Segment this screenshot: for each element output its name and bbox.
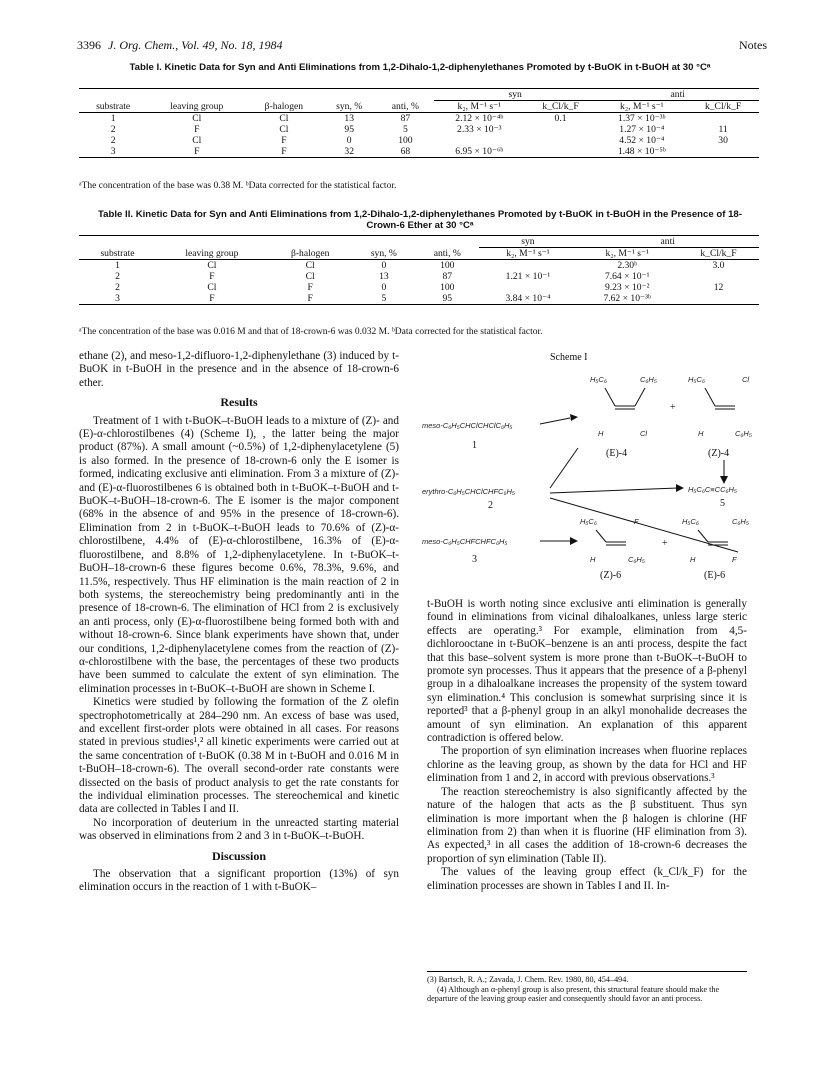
table2-row bbox=[79, 260, 759, 272]
table1-cell: 3 bbox=[110, 146, 116, 157]
table2-cell: Cl bbox=[305, 271, 315, 282]
table1-cell: Cl bbox=[192, 135, 202, 146]
table1-cell: F bbox=[281, 146, 287, 157]
table2-header-cell: k₂, M⁻¹ s⁻¹ bbox=[605, 248, 649, 259]
plus-1: + bbox=[670, 402, 676, 413]
table1-header-cell: k_Cl/k_F bbox=[704, 101, 742, 112]
section-name: Notes bbox=[739, 38, 767, 52]
table2-cell bbox=[678, 293, 759, 305]
substrate-1-formula: meso-C₆H₅CHClCHClC₆H₅ bbox=[422, 421, 513, 430]
table1-header-cell: k_Cl/k_F bbox=[542, 101, 579, 112]
table2-cell: 3.0 bbox=[712, 260, 725, 271]
table1-cell: Cl bbox=[279, 113, 289, 124]
z6-f: F bbox=[634, 517, 639, 526]
z6-label: (Z)-6 bbox=[600, 570, 622, 580]
e4-bond bbox=[605, 388, 615, 406]
scheme-title: Scheme I bbox=[550, 352, 588, 363]
e6-ph-left: H₅C₆ bbox=[682, 517, 699, 526]
table2-header-cell: syn, % bbox=[370, 247, 397, 259]
table2-header-cell: k_Cl/k_F bbox=[700, 248, 737, 259]
table1-cell: F bbox=[194, 146, 200, 157]
table2-group-anti: anti bbox=[576, 236, 759, 248]
table1 bbox=[79, 88, 759, 158]
arrow-z4-5-head bbox=[720, 476, 728, 484]
table2-caption: Table II. Kinetic Data for Syn and Anti Eliminations from 1,2-Dihalo-1,2-diphenylethanes Promoted by t-BuOK in t-BuOH in the Presence of 18-Crown-6 Ether at 30 °Cᵃ bbox=[98, 209, 742, 231]
table2 bbox=[79, 235, 759, 305]
table2-cell: 1 bbox=[115, 260, 120, 271]
results-paragraph-1: Treatment of 1 with t-BuOK–t-BuOH leads to a mixture of (Z)- and (E)-α-chlorostilbenes (4) (Scheme I), , the latter being the major product (87%). A small amount (~0.5%) of 1,2-diphenylacetylene (5) is also formed. In the presence of 18-crown-6 only the E isomer is formed, indicating exclusive anti elimination. From 3 a mixture of (Z)- and (E)-α-fluorostilbenes 6 is obtained both in t-BuOK–t-BuOH and t-BuOK–t-BuOH–18-crown-6. The E isomer is the major component (68% in the absence of and 95% in the presence of 18-crown-6). Elimination from 2 in t-BuOK–t-BuOH leads to 70.6% of (Z)-α-chlorostilbene, 4.4% of (E)-α-chlorostilbene, 16.3% of (E)-α-fluorostilbene, and 8.8% of 1,2-diphenylacetylene. In t-BuOK–t-BuOH–18-crown-6 these figures become 0.6%, 78.3%, 9.6%, and 11.5%, respectively. Thus HF elimination is the main reaction of 2 in both systems, the stereochemistry being predominantly anti in the presence of 18-crown-6. The elimination of HCl from 2 is exclusively an anti process, only (E)-α-fluorostilbene being formed both with and without 18-crown-6. Since blank experiments have shown that, under our conditions, 1,2-diphenylacetylene comes from the reaction of (Z)-α-chlorostilbene with the base, the percentages of these two products have been summed to calculate the extent of syn elimination. The elimination processes in t-BuOK–t-BuOH are shown in Scheme I. bbox=[79, 414, 399, 695]
table2-cell: Cl bbox=[305, 260, 315, 271]
intro-paragraph: ethane (2), and meso-1,2-difluoro-1,2-diphenylethane (3) induced by t-BuOK in t-BuOH in the presence and in the absence of 18-crown-6 ether. bbox=[79, 350, 399, 389]
table2-header-cell: β-halogen bbox=[290, 247, 330, 259]
table1-cell: 0 bbox=[346, 135, 352, 146]
table2-cell bbox=[678, 271, 759, 282]
z4-label: (Z)-4 bbox=[708, 448, 730, 459]
table2-cell: 100 bbox=[440, 282, 455, 293]
right-paragraph-2: The proportion of syn elimination increases when fluorine replaces chlorine as the leaving group, as shown by the data for HCl and HF elimination from 1 and 2, in accord with previous observations.³ bbox=[427, 745, 747, 785]
table1-cell: 100 bbox=[398, 135, 413, 146]
table1-header-cell: β-halogen bbox=[264, 100, 304, 112]
discussion-paragraph-1: The observation that a significant proportion (13%) of syn elimination occurs in the reaction of 1 with t-BuOK– bbox=[79, 868, 399, 894]
e6-h: H bbox=[690, 555, 696, 564]
arrow-2b-head bbox=[676, 484, 684, 492]
table2-cell: F bbox=[209, 271, 215, 282]
z4-cl: Cl bbox=[742, 375, 750, 384]
table1-cell: 0.1 bbox=[554, 113, 567, 124]
table2-header-cell: k₂, M⁻¹ s⁻¹ bbox=[506, 248, 550, 259]
table1-cell: 5 bbox=[402, 124, 408, 135]
z6-ph-left: H₅C₆ bbox=[580, 517, 597, 526]
table2-header-cell: substrate bbox=[100, 247, 135, 259]
table1-header-cell: leaving group bbox=[170, 100, 224, 112]
table1-cell: 1.48 × 10⁻⁵ᵇ bbox=[617, 146, 666, 157]
table2-cell: 0 bbox=[381, 282, 387, 293]
table1-cell: 1.37 × 10⁻³ᵇ bbox=[618, 113, 666, 124]
z4-bond bbox=[705, 388, 715, 406]
results-heading: Results bbox=[220, 395, 258, 410]
table1-header-cell: anti, % bbox=[391, 100, 419, 112]
journal-citation: J. Org. Chem., Vol. 49, No. 18, 1984 bbox=[108, 38, 283, 52]
arrow-3-head bbox=[570, 537, 578, 545]
right-paragraph-1: t-BuOH is worth noting since exclusive anti elimination is generally found in eliminations from vicinal dihaloalkanes, unless large steric effects are operating.³ For example, elimination from 4,5-dichlorooctane in t-BuOK–benzene is an anti process, despite the fact that this base–solvent system is more prone than t-BuOK–t-BuOH to promote syn processes. Thus it appears that the presence of a β-phenyl group in a dihaloalkane increases the propensity of the system toward syn elimination.⁴ This conclusion is somewhat surprising since it is reported³ that a β-phenyl group in an alkyl monohalide decreases the amount of syn elimination. An explanation of this apparent contradiction is offered below. bbox=[427, 598, 747, 745]
results-paragraph-3: No incorporation of deuterium in the unreacted starting material was observed in eliminations from 2 and 3 in t-BuOK–t-BuOH. bbox=[79, 816, 399, 843]
e6-bond bbox=[698, 530, 708, 542]
e6-ph-right: C₆H₅ bbox=[732, 517, 749, 526]
z4-h: H bbox=[698, 429, 704, 438]
table2-cell: F bbox=[307, 282, 313, 293]
e4-h: H bbox=[598, 429, 604, 438]
substrate-3-formula: meso-C₆H₅CHFCHFC₆H₅ bbox=[422, 537, 508, 546]
table1-cell: 95 bbox=[344, 124, 354, 135]
table2-cell bbox=[479, 282, 576, 293]
table2-cell: 2 bbox=[115, 271, 120, 282]
reference-4: (4) Although an α-phenyl group is also present, this structural feature should make the departure of the leaving group easier and consequently should favor an anti process. bbox=[427, 984, 720, 1004]
product-5-number: 5 bbox=[720, 498, 725, 509]
table2-cell: F bbox=[209, 293, 215, 304]
substrate-2-formula: erythro-C₆H₅CHClCHFC₆H₅ bbox=[422, 487, 515, 496]
table1-cell: 32 bbox=[344, 146, 354, 157]
arrow-2a-line bbox=[550, 448, 578, 488]
table1-cell bbox=[525, 135, 597, 146]
table1-cell: 30 bbox=[718, 135, 728, 146]
table2-cell: 2.30ᵇ bbox=[617, 260, 638, 271]
table1-cell: Cl bbox=[279, 124, 289, 135]
e6-label: (E)-6 bbox=[704, 570, 726, 580]
table1-cell: F bbox=[281, 135, 287, 146]
table1-cell: F bbox=[194, 124, 200, 135]
table1-caption: Table I. Kinetic Data for Syn and Anti Eliminations from 1,2-Dihalo-1,2-diphenylethanes Promoted by t-BuOK in t-BuOH at 30 °Cᵃ bbox=[129, 62, 711, 73]
table1-row bbox=[79, 124, 759, 135]
table2-cell: 2 bbox=[115, 282, 120, 293]
table2-cell: 7.62 × 10⁻³ᵇ bbox=[603, 293, 651, 304]
table1-header-cell: k₂, M⁻¹ s⁻¹ bbox=[457, 101, 502, 112]
table1-cell: 11 bbox=[718, 124, 728, 135]
table2-group-syn: syn bbox=[479, 236, 576, 248]
table2-cell: 13 bbox=[379, 271, 389, 282]
table1-cell bbox=[687, 113, 759, 125]
page-number: 3396 bbox=[77, 38, 101, 52]
table2-cell: 3 bbox=[115, 293, 120, 304]
table1-cell: 1.27 × 10⁻⁴ bbox=[619, 124, 665, 135]
discussion-heading: Discussion bbox=[211, 848, 267, 863]
table2-cell: 5 bbox=[381, 293, 387, 304]
e4-bond-2 bbox=[635, 388, 645, 406]
table2-cell: 95 bbox=[442, 293, 453, 304]
table2-footnote: ᵃThe concentration of the base was 0.016 M and that of 18-crown-6 was 0.032 M. ᵇData corrected for the statistical factor. bbox=[79, 327, 543, 337]
right-paragraph-4: The values of the leaving group effect (k_Cl/k_F) for the elimination processes are shown in Tables I and II. In- bbox=[427, 866, 747, 892]
table1-footnote: ᵃThe concentration of the base was 0.38 M. ᵇData corrected for the statistical factor. bbox=[79, 181, 397, 191]
substrate-2-number: 2 bbox=[488, 500, 493, 511]
e4-ph-left: H₅C₆ bbox=[590, 375, 607, 384]
table1-header-cell: k₂, M⁻¹ s⁻¹ bbox=[620, 101, 664, 112]
e4-label: (E)-4 bbox=[606, 448, 628, 459]
z6-bond bbox=[596, 530, 606, 542]
table1-header-cell: syn, % bbox=[336, 100, 363, 112]
z4-ph-right: C₆H₅ bbox=[735, 429, 752, 438]
table1-cell: 2 bbox=[110, 124, 116, 135]
table1-cell: Cl bbox=[192, 113, 202, 124]
results-paragraph-2: Kinetics were studied by following the formation of the Z olefin spectrophotometrically at 284–290 nm. An excess of base was used, and excellent first-order plots were obtained in all cases. For reasons stated in previous studies¹,² all kinetic experiments were carried out at the same concentration of t-BuOK (0.38 M in t-BuOH and 0.016 M in t-BuOH–18-crown-6). The overall second-order rate constants were dissected on the basis of product analysis to get the rate constants for the individual elimination processes. The stereochemical and kinetic data are collected in Tables I and II. bbox=[79, 696, 399, 816]
table2-cell: 87 bbox=[442, 271, 453, 282]
right-paragraph-3: The reaction stereochemistry is also significantly affected by the nature of the halogen that acts as the β substituent. Thus syn elimination is more important when the β halogen is chlorine (HF elimination from 2) than when it is fluorine (HF elimination from 3). As expected,³ in all cases the addition of 18-crown-6 decreases the proportion of syn elimination (Table II). bbox=[427, 785, 747, 865]
table2-header-cell: leaving group bbox=[185, 247, 239, 259]
table2-row bbox=[79, 282, 759, 293]
table2-cell: 1.21 × 10⁻¹ bbox=[505, 271, 551, 282]
table2-cell: Cl bbox=[207, 260, 217, 271]
table1-row bbox=[79, 113, 759, 125]
arrow-2c-line bbox=[550, 498, 738, 552]
table2-row bbox=[79, 271, 759, 282]
table2-cell: F bbox=[307, 293, 313, 304]
table2-cell bbox=[479, 260, 576, 272]
plus-2: + bbox=[662, 538, 668, 549]
table2-row bbox=[79, 293, 759, 305]
table1-cell: 87 bbox=[400, 113, 411, 124]
z6-ph-right: C₆H₅ bbox=[628, 555, 645, 564]
z4-ph-left: H₅C₆ bbox=[688, 375, 705, 384]
table1-cell: 6.95 × 10⁻⁶ᵇ bbox=[455, 146, 504, 157]
reference-3: (3) Bartsch, R. A.; Zavada, J. Chem. Rev. 1980, 80, 454–494. bbox=[427, 975, 629, 984]
table2-cell: 9.23 × 10⁻² bbox=[604, 282, 650, 293]
substrate-3-number: 3 bbox=[472, 554, 477, 565]
table1-cell: 1 bbox=[110, 113, 116, 124]
table1-cell: 4.52 × 10⁻⁴ bbox=[619, 135, 665, 146]
substrate-1-number: 1 bbox=[472, 440, 477, 451]
e4-cl: Cl bbox=[640, 429, 648, 438]
left-column bbox=[79, 350, 399, 895]
table1-cell: 68 bbox=[400, 146, 411, 157]
table1-group-anti: anti bbox=[596, 89, 759, 101]
table1-cell: 2 bbox=[110, 135, 116, 146]
table2-cell: 7.64 × 10⁻¹ bbox=[604, 271, 650, 282]
acetylene-formula: H₅C₆C≡CC₆H₅ bbox=[688, 485, 737, 494]
right-column bbox=[427, 598, 747, 893]
arrow-1-head bbox=[570, 414, 578, 421]
table1-cell bbox=[525, 124, 597, 135]
table1-cell bbox=[525, 146, 597, 158]
arrow-1-line bbox=[540, 418, 570, 424]
scheme-1-diagram bbox=[420, 348, 765, 580]
e4-ph-right: C₆H₅ bbox=[640, 375, 657, 384]
references bbox=[427, 975, 747, 1004]
table1-cell: 13 bbox=[344, 113, 354, 124]
table1-cell bbox=[434, 135, 525, 146]
table2-cell: 3.84 × 10⁻⁴ bbox=[505, 293, 551, 304]
table1-cell: 2.12 × 10⁻⁴ᵇ bbox=[455, 113, 504, 124]
table2-cell: 100 bbox=[440, 260, 455, 271]
footnote-rule bbox=[427, 971, 747, 972]
table1-row bbox=[79, 135, 759, 146]
table1-cell bbox=[687, 146, 759, 158]
table1-row bbox=[79, 146, 759, 158]
table2-cell: 12 bbox=[713, 282, 724, 293]
table2-cell: Cl bbox=[207, 282, 217, 293]
table1-cell: 2.33 × 10⁻³ bbox=[457, 124, 502, 135]
table2-header-cell: anti, % bbox=[433, 247, 461, 259]
table2-cell: 0 bbox=[381, 260, 387, 271]
table1-header-cell: substrate bbox=[96, 100, 131, 112]
table1-group-syn: syn bbox=[434, 89, 597, 101]
arrow-2b-line bbox=[550, 488, 678, 493]
z6-h: H bbox=[590, 555, 596, 564]
e6-f: F bbox=[732, 555, 737, 564]
